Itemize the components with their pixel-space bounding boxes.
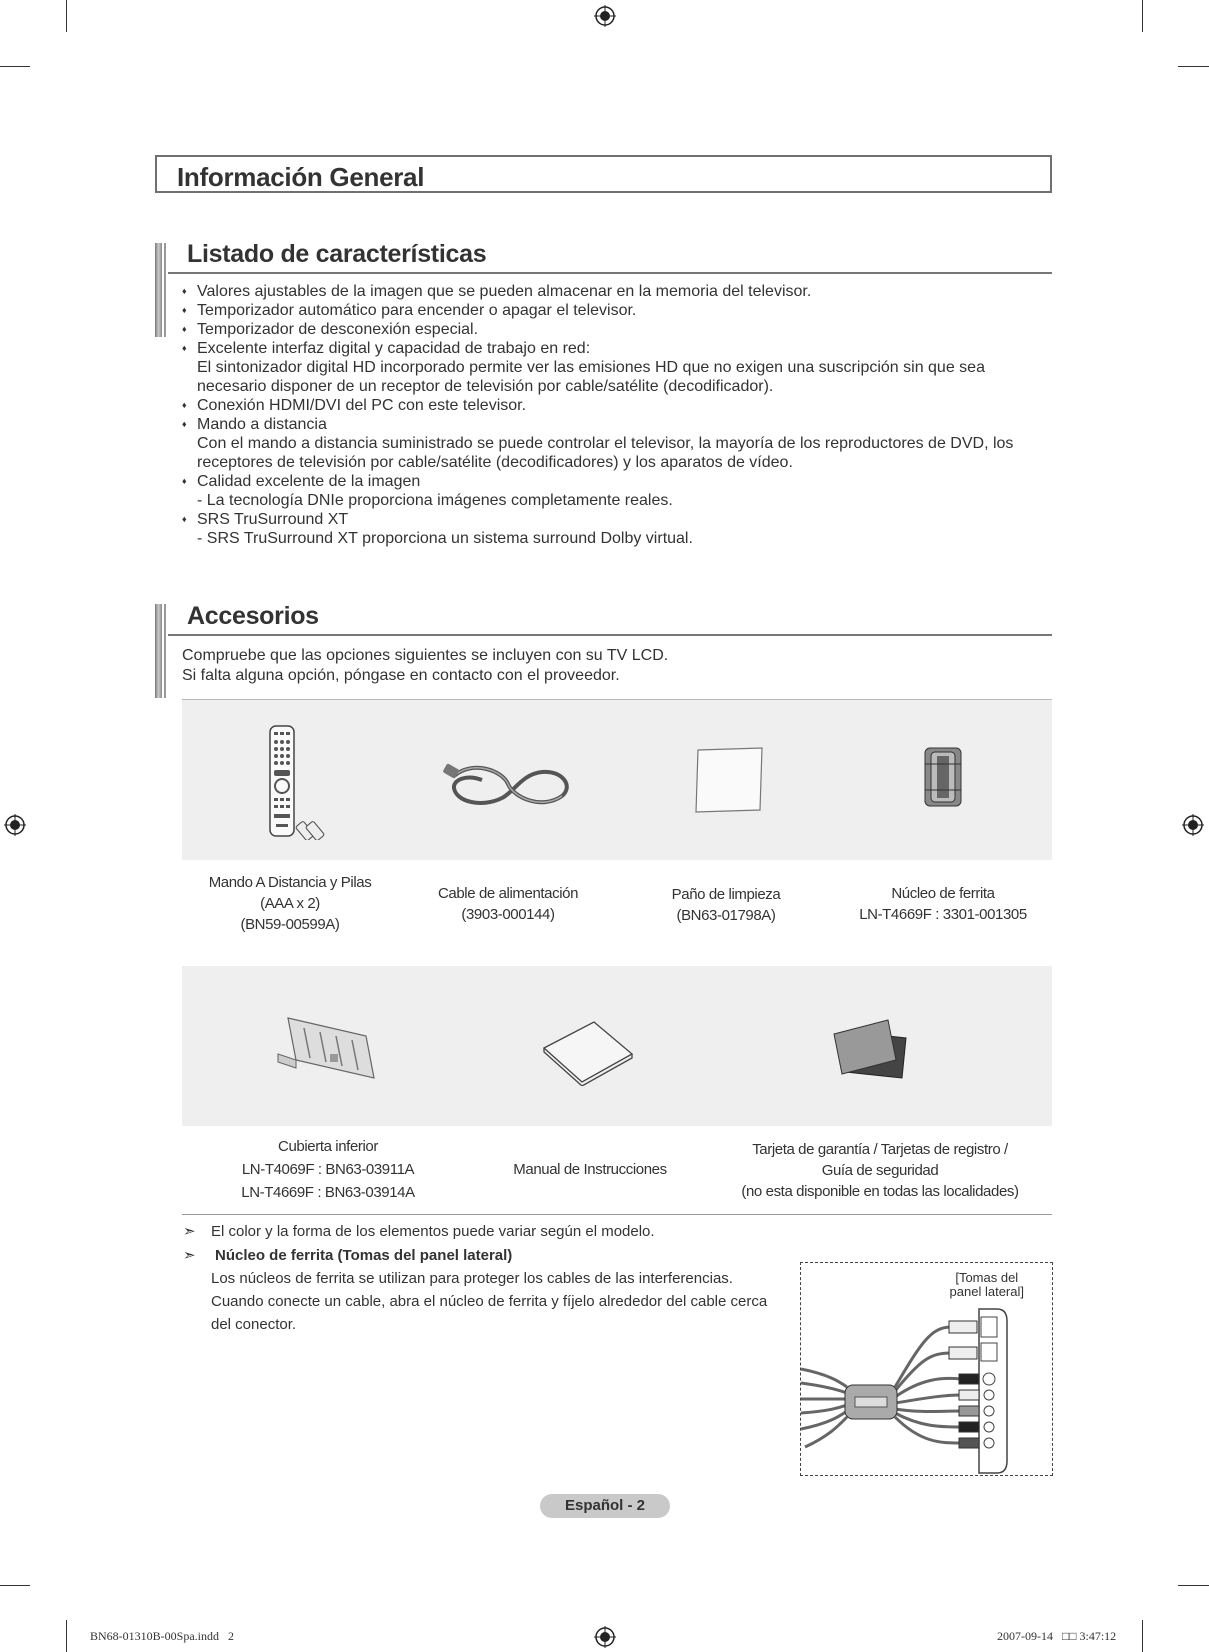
feature-detail-line: necesario disponer de un receptor de televisión por cable/satélite (decodificador). xyxy=(197,378,774,395)
section-rule xyxy=(168,272,1052,274)
section-bar xyxy=(164,604,166,698)
remote-control-icon xyxy=(262,724,332,840)
accessory-caption: Mando A Distancia y Pilas (AAA x 2) (BN59-00599A) xyxy=(208,874,372,933)
page-number-badge: Español - 2 xyxy=(540,1494,670,1518)
side-panel-diagram xyxy=(800,1262,1053,1476)
ferrite-core-icon xyxy=(922,744,964,810)
feature-detail-line: - La tecnología DNIe proporciona imágenes completamente reales. xyxy=(197,492,673,509)
accessory-caption: Paño de limpieza (BN63-01798A) xyxy=(671,886,781,924)
manual-icon xyxy=(540,1018,636,1086)
warranty-card-icon xyxy=(832,1018,908,1080)
crop-mark xyxy=(66,1620,67,1652)
file-name: BN68-01310B-00Spa.indd 2 xyxy=(90,1629,234,1643)
crop-mark xyxy=(0,1585,30,1586)
accessories-intro: Si falta alguna opción, póngase en contacto con el proveedor. xyxy=(182,667,620,684)
features-list xyxy=(182,282,1062,548)
crop-mark xyxy=(1142,1620,1143,1652)
crop-mark xyxy=(1142,0,1143,32)
feature-detail-line: - SRS TruSurround XT proporciona un sistema surround Dolby virtual. xyxy=(197,530,693,547)
accessory-caption: Tarjeta de garantía / Tarjetas de registro / Guía de seguridad (no esta disponible en todas las localidades) xyxy=(741,1141,1019,1200)
crop-mark xyxy=(66,0,67,32)
power-cable-icon xyxy=(442,758,574,812)
feature-detail-line: receptores de televisión por cable/satélite (decodificadores) y los aparatos de vídeo. xyxy=(197,454,793,471)
feature-detail-line: El sintonizador digital HD incorporado permite ver las emisiones HD que no exigen una suscripción sin que sea xyxy=(197,359,985,376)
page-title: Información General xyxy=(177,162,425,192)
bottom-cover-icon xyxy=(274,1014,380,1086)
feature-bullet-item: ♦ Excelente interfaz digital y capacidad de trabajo en red: xyxy=(182,339,1062,358)
section-bar xyxy=(155,604,162,698)
ferrite-note-title: Núcleo de ferrita (Tomas del panel lateral) xyxy=(215,1247,513,1264)
page-title-box xyxy=(155,155,1052,193)
accessory-caption: Manual de Instrucciones xyxy=(513,1161,667,1178)
diagram-label: [Tomas del panel lateral] xyxy=(949,1270,1024,1299)
registration-mark-icon xyxy=(594,1626,616,1648)
accessory-caption: Núcleo de ferrita LN-T4669F : 3301-001305 xyxy=(859,885,1027,923)
note-text: El color y la forma de los elementos puede variar según el modelo. xyxy=(211,1223,655,1240)
section-bar xyxy=(155,243,162,337)
divider xyxy=(182,1214,1052,1215)
feature-bullet-item: ♦ Temporizador automático para encender o apagar el televisor. xyxy=(182,301,1062,320)
feature-bullet-item: ♦ SRS TruSurround XT xyxy=(182,510,1062,529)
crop-mark xyxy=(1178,1585,1209,1586)
section-rule xyxy=(168,634,1052,636)
note-arrow-icon: ➣ xyxy=(183,1223,196,1240)
features-heading: Listado de características xyxy=(187,240,487,268)
ferrite-note-line: del conector. xyxy=(211,1316,297,1333)
crop-mark xyxy=(0,66,30,67)
accessory-caption: Cubierta inferior LN-T4069F : BN63-03911A LN-T4669F : BN63-03914A xyxy=(241,1138,415,1201)
section-bar xyxy=(164,243,166,337)
ferrite-note-line: Cuando conecte un cable, abra el núcleo de ferrita y fíjelo alrededor del cable cerca xyxy=(211,1293,768,1310)
feature-bullet-item: ♦ Temporizador de desconexión especial. xyxy=(182,320,1062,339)
feature-bullet-item: ♦ Valores ajustables de la imagen que se pueden almacenar en la memoria del televisor. xyxy=(182,282,1062,301)
accessory-caption: Cable de alimentación (3903-000144) xyxy=(437,885,579,923)
side-panel-cables-icon xyxy=(801,1303,1053,1475)
note-arrow-icon: ➣ xyxy=(183,1247,196,1264)
cleaning-cloth-icon xyxy=(694,746,766,814)
registration-mark-icon xyxy=(594,5,616,27)
feature-bullet-item: ♦ Mando a distancia xyxy=(182,415,1062,434)
registration-mark-icon xyxy=(4,814,26,836)
registration-mark-icon xyxy=(1182,814,1204,836)
crop-mark xyxy=(1178,66,1209,67)
feature-bullet-item: ♦ Calidad excelente de la imagen xyxy=(182,472,1062,491)
accessories-heading: Accesorios xyxy=(187,602,319,630)
accessories-intro: Compruebe que las opciones siguientes se incluyen con su TV LCD. xyxy=(182,647,669,664)
print-datetime: 2007-09-14 □□ 3:47:12 xyxy=(997,1629,1117,1643)
ferrite-note-line: Los núcleos de ferrita se utilizan para proteger los cables de las interferencias. xyxy=(211,1270,733,1287)
feature-bullet-item: ♦ Conexión HDMI/DVI del PC con este televisor. xyxy=(182,396,1062,415)
feature-detail-line: Con el mando a distancia suministrado se puede controlar el televisor, la mayoría de los reproductores de DVD, los xyxy=(197,435,1014,452)
